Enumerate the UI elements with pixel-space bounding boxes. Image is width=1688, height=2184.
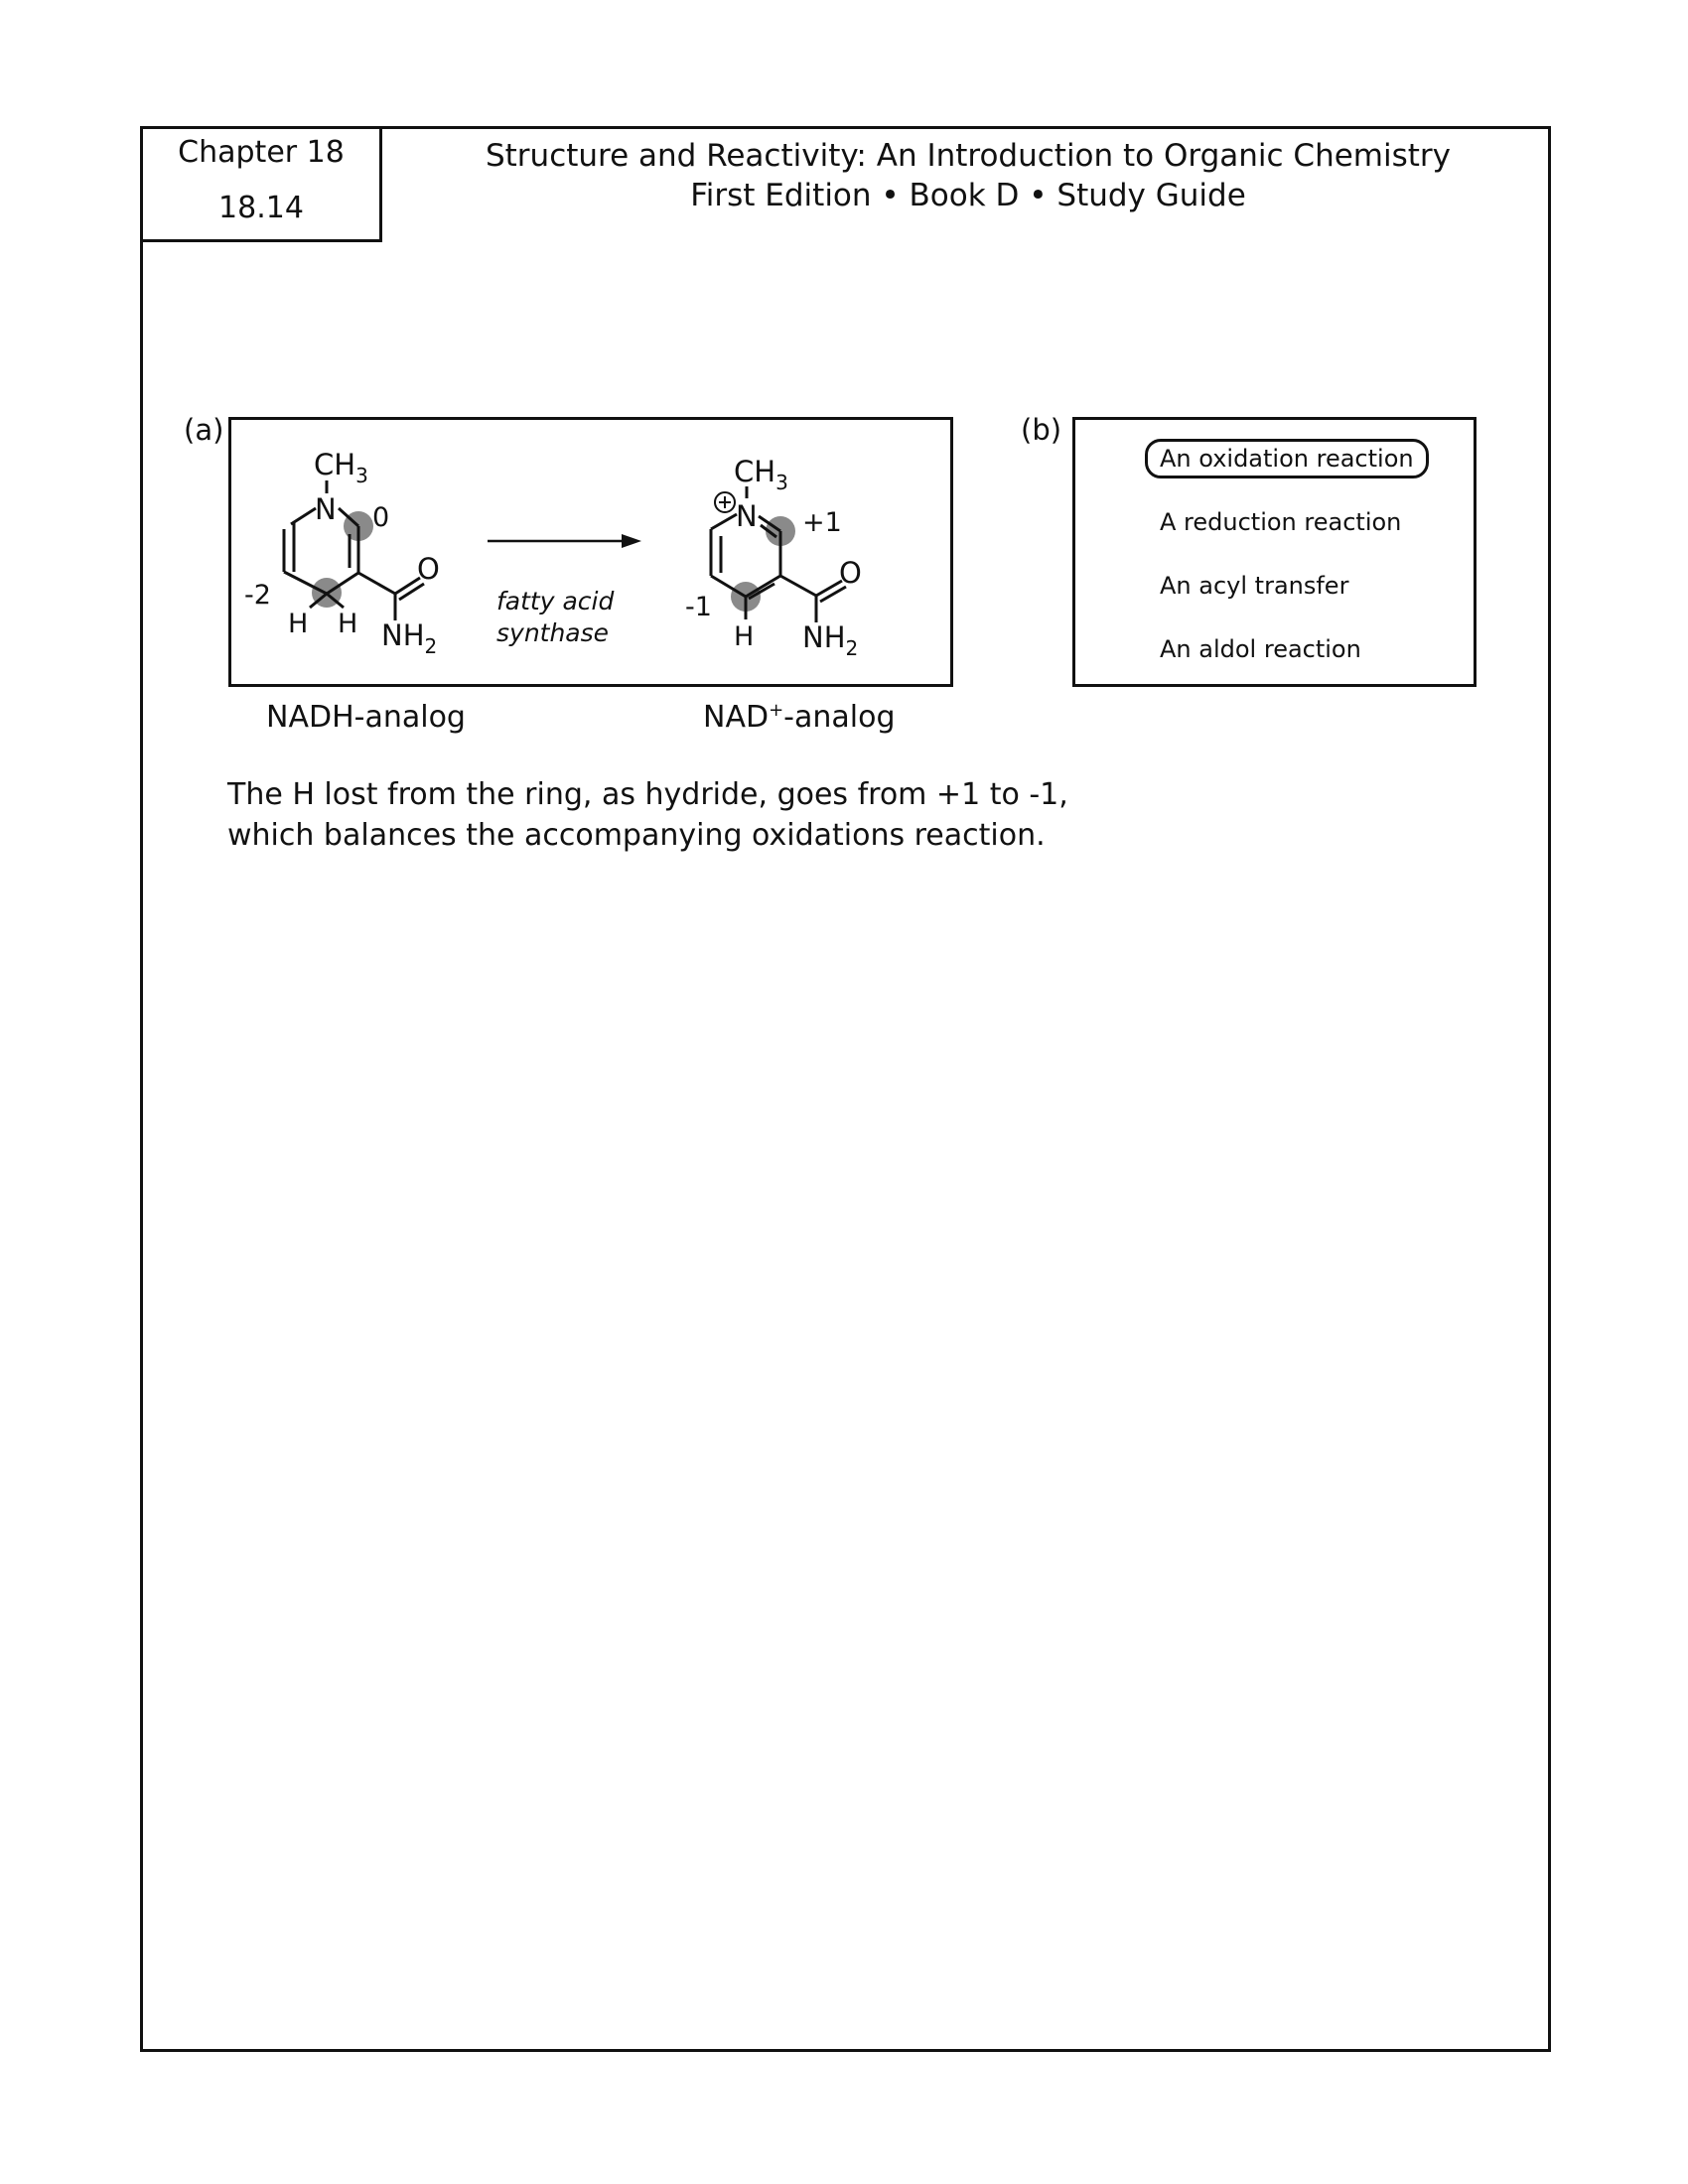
part-a-label: (a): [184, 413, 224, 447]
reactant-structure: [284, 480, 424, 620]
reactant-nitrogen-label: N: [315, 492, 337, 526]
product-methyl-label: $CH_3$: [734, 455, 788, 494]
enzyme-line2: synthase: [496, 618, 610, 647]
product-nitrogen-label: N: [736, 499, 758, 533]
product-h: H: [734, 621, 755, 652]
problem-number: 18.14: [218, 191, 304, 225]
product-amide: $NH_2$: [802, 620, 859, 660]
reactant-oxygen: O: [417, 552, 440, 586]
reactant-ox-state-c2: 0: [372, 502, 390, 533]
product-caption: NAD+-analog: [703, 700, 896, 735]
explanation-text: [227, 774, 1220, 856]
option-acyl-transfer[interactable]: An acyl transfer: [1160, 572, 1349, 600]
enzyme-label: [496, 587, 614, 647]
explanation-line-1: The H lost from the ring, as hydride, goes from +1 to -1,: [227, 777, 1068, 812]
reactant-ox-state-c4: -2: [244, 580, 271, 611]
reactant-h-right: H: [338, 609, 358, 639]
reaction-arrow: [488, 534, 641, 548]
reactant-methyl-label: $CH_3$: [314, 448, 368, 487]
part-b-label: (b): [1021, 413, 1062, 447]
reactant-h-left: H: [288, 609, 309, 639]
option-oxidation-reaction[interactable]: An oxidation reaction: [1145, 439, 1429, 478]
reactant-amide: $NH_2$: [381, 618, 438, 658]
product-ox-state-c2: +1: [802, 507, 842, 538]
explanation-line-2: which balances the accompanying oxidations reaction.: [227, 818, 1046, 853]
option-reduction-reaction[interactable]: A reduction reaction: [1160, 508, 1402, 536]
product-oxygen: O: [839, 556, 862, 590]
reactant-caption: NADH-analog: [266, 700, 466, 735]
product-ox-state-c4: -1: [685, 592, 712, 622]
option-aldol-reaction[interactable]: An aldol reaction: [1160, 635, 1361, 663]
enzyme-line1: fatty acid: [496, 587, 615, 615]
book-subtitle: First Edition • Book D • Study Guide: [690, 178, 1246, 213]
reactant-labels: [244, 448, 440, 658]
book-title: Structure and Reactivity: An Introduction to Organic Chemistry: [485, 138, 1452, 174]
chapter-label: Chapter 18: [178, 135, 345, 170]
